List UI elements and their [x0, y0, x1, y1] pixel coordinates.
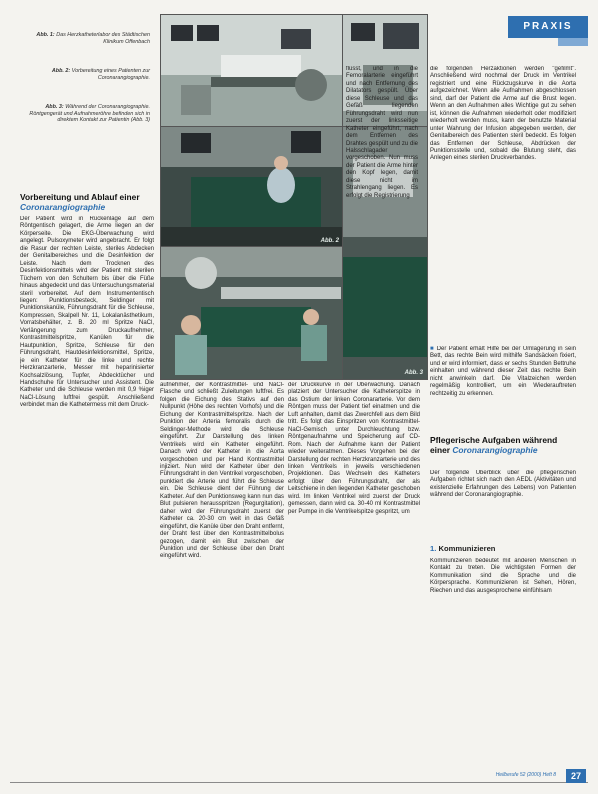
caption-1-text: Das Herzkatheterlabor des Städtischen Klinikum Offenbach: [56, 32, 150, 45]
column-3-text: der Druckkurve in der Überwachung. Danach platziert der Untersucher die Katheterspitze in das Ostium der linken Coronararterie. Vor dem Röntgen muss der Patient tief einatmen und die Luft anhalten, damit das Zwerchfell aus dem Bild tritt. Es folgt das Einspritzen von Kontrastmittel-NaCl-Gemisch unter Durchleuchtung bzw. Röntgenaufnahme und Speicherung auf CD-Rom. Nach der Aufnahme kann der Patient wieder weiteratmen. Dieses Vorgehen bei der Darstellung der rechten Herzkranzarterie und des linken Ventrikels in jeweils verschiedenen Projektionen. Das Wechseln des Katheters erfolgt über den Führungsdraht, der als Leitschiene in den liegenden Katheter geschoben wird. Im linken Ventrikel wird zuerst der Druck gemessen, dann wird ca. 30-40 ml Kontrastmittel per Pumpe in die Ventrikelspitze gespritzt, um: [288, 382, 420, 515]
photo-angiography: [160, 246, 344, 380]
section-heading-nursing: [430, 436, 578, 455]
column-4-top-text: die folgenden Herzaktionen werden "gefilmt". Anschließend wird nochmal der Druck im Ventrikel registriert und eine Rückzugskurve in die Aorta aufgezeichnet. Wenn alle Aufnahmen abgeschlossen sind, darf der Patient die Arme auf die Brust legen. Wenn an den Aufnahmen alles Wichtige gut zu sehen ist, können die Aufnahmen wiederholt oder modifiziert wiederholt werden muss, kann der benutzte Material unter Wahrung der Infusion abgegeben werden, der Genitalbereich des Patienten steril bedeckt. Es folgen das Entfernen der Schleuse, Abdrücken der Punktionsstelle und, sobald die Blutung steht, das Anlegen eines sterilen Druckverbandes.: [430, 66, 576, 162]
text-column-1: [20, 216, 154, 764]
nursing-heading-blue: Coronarangiographie: [452, 444, 538, 455]
column-4-intro-text: Der folgende Überblick über die pflegerischen Aufgaben richtet sich nach den AEDL (Aktivitäten und existenzielle Erfahrungen des Lebens) von Patienten während der Coronarangiographie.: [430, 470, 576, 499]
text-column-2-top: [346, 66, 418, 370]
caption-2: [26, 68, 150, 81]
photo-cath-lab: [160, 14, 344, 128]
text-column-2-bottom: [160, 382, 284, 764]
subsection-1-number: 1.: [430, 544, 437, 553]
cath-lab-image: [161, 15, 343, 127]
bullet-square-icon: ■: [430, 346, 437, 352]
page-number: 27: [566, 769, 586, 783]
column-4-bullet-text: Der Patient erhält Hilfe bei der Umlagerung in sein Bett, das rechte Bein wird mithilfe Sandsäcken fixiert, und er wird informiert, dass er sechs Stunden Bettruhe einhalten und während dieser Zeit das rechte Bein nicht anwinkeln darf. Die Vitalzeichen werden regelmäßig kontrolliert, um ein Wiederauftreten rechtzeitig zu erkennen.: [430, 346, 576, 397]
footer-journal: Heilberufe 52 (2000) Heft 8: [495, 772, 556, 778]
text-column-3: [288, 382, 420, 764]
section-tab-accent: [558, 38, 588, 46]
article-heading: [20, 193, 160, 212]
photo-preparation: [160, 126, 344, 248]
caption-2-text: Vorbereitung eines Patienten zur Coronarangiographie.: [71, 68, 150, 81]
subsection-heading-1: [430, 544, 576, 553]
text-column-4-bullet: [430, 346, 576, 434]
photo-2-label: Abb. 2: [320, 238, 339, 244]
article-heading-plain: Vorbereitung und Ablauf einer: [20, 192, 140, 202]
angiography-image: [161, 247, 343, 379]
caption-3-number: Abb. 3:: [45, 104, 64, 110]
caption-2-number: Abb. 2:: [51, 68, 71, 74]
article-heading-blue: Coronarangiographie: [20, 201, 106, 212]
text-column-4-top: [430, 66, 576, 344]
caption-3-text: Während der Coronarangiographie. Röntgengerät und Aufnahmeröhre befinden sich in direktem Kontakt zur Patientin (Abb. 3): [29, 104, 150, 124]
column-1-text: Der Patient wird in Rückenlage auf dem Röntgentisch gelagert, die Arme liegen an der Körperseite. Die EKG-Überwachung wird angelegt. Pulsoxymeter wird angebracht. Er folgt die Rasur der rechten Leiste, steriles Abdecken der Genitalbereiches und die Desinfektion der Leiste. Nach dem Trocknen des Desinfektionsmittels wird der Patient mit sterilen Tüchern von den Schultern bis über die Füße hinaus abgedeckt und das Untersuchungsmaterial steril vorbereitet. Auf dem Instrumententisch liegen: Punktionsbesteck, Seldinger mit Punktionskanüle, Führungsdraht für die Schleuse, Kompressen, Skalpell Nr. 11, Lokalanästhetikum, Vorratsbehälter, z. B. 20 ml Spritze NaCl, Verlängerung zum Druckaufnehmer, Kontrastmittelspritze, Kanülen für die Hautpunktion, Spritze, Schleuse für den Führungsdraht, Hautdesinfektionsmittel, Spritze, je ein Katheter für die linke und rechte Herzkranzarterie, Messer mit heparinisierter Kochsalzlösung, Tupfer, Abdecktücher und Handschuhe für Untersucher und Assistent. Die Katheter und die Schleuse werden mit 0,9 %iger NaCl-Lösung luftfrei gespült. Anschließend verbindet man die Kathetermess mit dem Druck-: [20, 216, 154, 409]
caption-3: [26, 104, 150, 124]
column-2-top-text: flüsst, und in die Femoralarterie eingeführt und nach Entfernung des Dilatators gespült. Über diese Schleuse und das Gefäß liegenden Führungsdraht wird nun zuerst der linksseitige Katheter eingeführt, nach dem Entfernen des Drahtes gespült und zu die Halsschlagader vorgeschoben. Nun muss der Patient die Arme hinter den Kopf legen, damit diese nicht im Strahlengang liegen. Es erfolgt die Registrierung: [346, 66, 418, 199]
text-column-4-intro: [430, 470, 576, 534]
section-tab: PRAXIS: [508, 16, 588, 38]
column-2-bottom-text: aufnehmer, der Kontrastmittel- und NaCl-Flasche und schließt Zuleitungen luftfrei. Es folgen die Eichung des Stativs auf den Nullpunkt (Höhe des rechten Vorhofs) und die Eichung der Kontrastmittelspritze. Nach der Punktion der Arteria femoralis durch die Seldinger-Methode wird die Schleuse eingeführt. Zur Darstellung des linken Ventrikels wird ein Katheter eingeführt. Danach wird der Katheter in die Aorta vorgeschoben und per Hand Kontrastmittel injiziert. Nun wird der Katheter über den Führungsdraht in den Ventrikel vorgeschoben, punktiert die Arterie und führt die Schleuse ein. Die Schleuse dient der Führung der Katheter. Auf den Punktionsweg kann nun das Blut pulsieren herausspritzen (Regurgitation), daher wird der Führungsdraht zuerst der Katheter ca. 20-30 cm weit in das Gefäß eingeführt, die Kanüle über den Draht entfernt, der Draht fest über den Kontrastmittelbolus gezogen, damit ein Blut zwischen der Punktion und der Schleuse über den Draht eingeführt wird.: [160, 382, 284, 560]
nursing-heading-plain: Pflegerische Aufgaben während einer: [430, 435, 558, 455]
text-column-4-section-1: [430, 558, 576, 764]
photo-3-label: Abb. 3: [404, 370, 423, 376]
section-1-text: Kommunizieren bedeutet mit anderen Menschen in Kontakt zu treten. Die wichtigsten Formen der Kommunikation sind die Sprache und die Körpersprache. Kommunizieren ist Sehen, Hören, Riechen und das ausgesprochene einfühlsam: [430, 558, 576, 594]
footer-rule: [10, 782, 588, 783]
preparation-image: [161, 127, 343, 247]
subsection-1-title: Kommunizieren: [438, 544, 496, 553]
caption-1-number: Abb. 1:: [36, 32, 55, 38]
caption-1: [26, 32, 150, 45]
